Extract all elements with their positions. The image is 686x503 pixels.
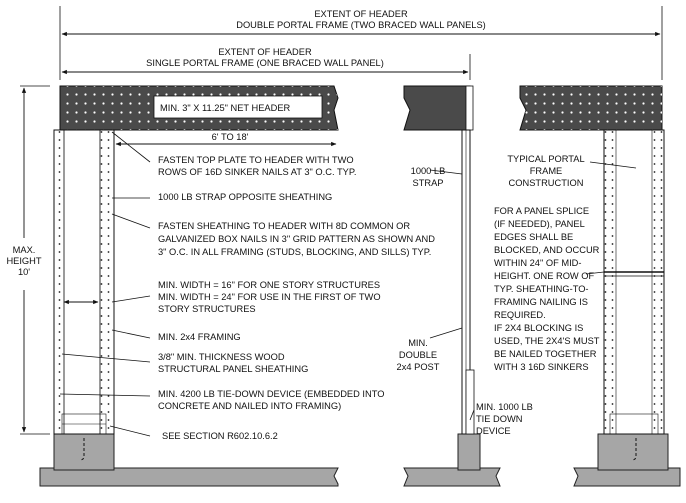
note-panel-splice: BE NAILED TOGETHER: [494, 349, 597, 359]
left-braced-panel: [54, 130, 114, 460]
note-panel-splice: (IF NEEDED), PANEL: [494, 219, 585, 229]
right-braced-panel: [604, 130, 664, 460]
header-right: [520, 86, 662, 130]
dim-double-extent-line1: EXTENT OF HEADER: [314, 9, 408, 19]
note-fasten-sheathing: FASTEN SHEATHING TO HEADER WITH 8D COMMON OR: [158, 221, 411, 231]
foundation-left: [40, 434, 338, 486]
note-panel-splice: WITH 3 16D SINKERS: [494, 362, 589, 372]
note-strap-opposite: 1000 LB STRAP OPPOSITE SHEATHING: [158, 192, 333, 202]
note-see-section: SEE SECTION R602.10.6.2: [162, 431, 278, 441]
note-min-width: MIN. WIDTH = 24" FOR USE IN THE FIRST OF TWO: [158, 292, 381, 302]
note-panel-splice: TYP. SHEATHING-TO-: [494, 284, 589, 294]
note-sheathing: STRUCTURAL PANEL SHEATHING: [158, 364, 309, 374]
note-tie-1000: DEVICE: [476, 426, 511, 436]
note-panel-splice: WITHIN 24" OF MID-: [494, 258, 582, 268]
dim-single-extent-line2: SINGLE PORTAL FRAME (ONE BRACED WALL PANEL): [146, 58, 384, 68]
note-panel-splice: BLOCKED, AND OCCUR: [494, 245, 600, 255]
note-min-framing: MIN. 2x4 FRAMING: [158, 332, 241, 342]
note-double-post: MIN.: [408, 338, 428, 348]
note-typical-portal: FRAME: [529, 166, 563, 176]
note-panel-splice: FOR A PANEL SPLICE: [494, 206, 590, 216]
note-panel-splice: FRAMING NAILING IS: [494, 297, 589, 307]
note-strap-1000: STRAP: [412, 178, 444, 188]
note-sheathing: 3/8" MIN. THICKNESS WOOD: [158, 352, 285, 362]
note-double-post: DOUBLE: [398, 350, 438, 360]
note-tie-1000: MIN. 1000 LB: [476, 402, 533, 412]
note-panel-splice: IF 2X4 BLOCKING IS: [494, 323, 584, 333]
note-typical-portal: TYPICAL PORTAL: [507, 154, 585, 164]
note-panel-splice: EDGES SHALL BE: [494, 232, 574, 242]
note-fasten-top-plate: ROWS OF 16D SINKER NAILS AT 3" O.C. TYP.: [158, 167, 357, 177]
note-double-post: 2x4 POST: [396, 362, 440, 372]
header-middle: [404, 86, 473, 130]
note-fasten-sheathing: 3" O.C. IN ALL FRAMING (STUDS, BLOCKING, AND SILLS) TYP.: [158, 247, 432, 257]
header-size-label: MIN. 3" X 11.25" NET HEADER: [160, 103, 291, 113]
note-panel-splice: HEIGHT. ONE ROW OF: [494, 271, 595, 281]
note-fasten-top-plate: FASTEN TOP PLATE TO HEADER WITH TWO: [158, 155, 354, 165]
note-tie-down: MIN. 4200 LB TIE-DOWN DEVICE (EMBEDDED INTO: [158, 389, 385, 399]
note-fasten-sheathing: GALVANIZED BOX NAILS IN 3" GRID PATTERN AS SHOWN AND: [158, 234, 435, 244]
note-tie-down: CONCRETE AND NAILED INTO FRAMING): [158, 401, 342, 411]
dim-single-extent-line1: EXTENT OF HEADER: [218, 47, 312, 57]
foundation-right: [574, 434, 680, 486]
note-panel-splice: REQUIRED.: [494, 310, 546, 320]
dim-double-extent-line2: DOUBLE PORTAL FRAME (TWO BRACED WALL PANELS): [236, 20, 486, 30]
note-strap-1000: 1000 LB: [410, 166, 446, 176]
note-min-width: STORY STRUCTURES: [158, 304, 256, 314]
middle-double-post: [462, 130, 474, 434]
foundation-middle: [404, 434, 500, 486]
dim-max-height-line1: MAX.: [12, 245, 36, 255]
note-typical-portal: CONSTRUCTION: [508, 178, 584, 188]
dim-opening-width: 6' TO 18': [211, 132, 249, 142]
note-panel-splice: USED, THE 2X4'S MUST: [494, 336, 600, 346]
dim-max-height-line2: HEIGHT: [6, 256, 42, 266]
note-min-width: MIN. WIDTH = 16" FOR ONE STORY STRUCTURES: [158, 280, 381, 290]
dim-max-height-line3: 10': [17, 267, 31, 277]
note-tie-1000: TIE DOWN: [476, 414, 523, 424]
